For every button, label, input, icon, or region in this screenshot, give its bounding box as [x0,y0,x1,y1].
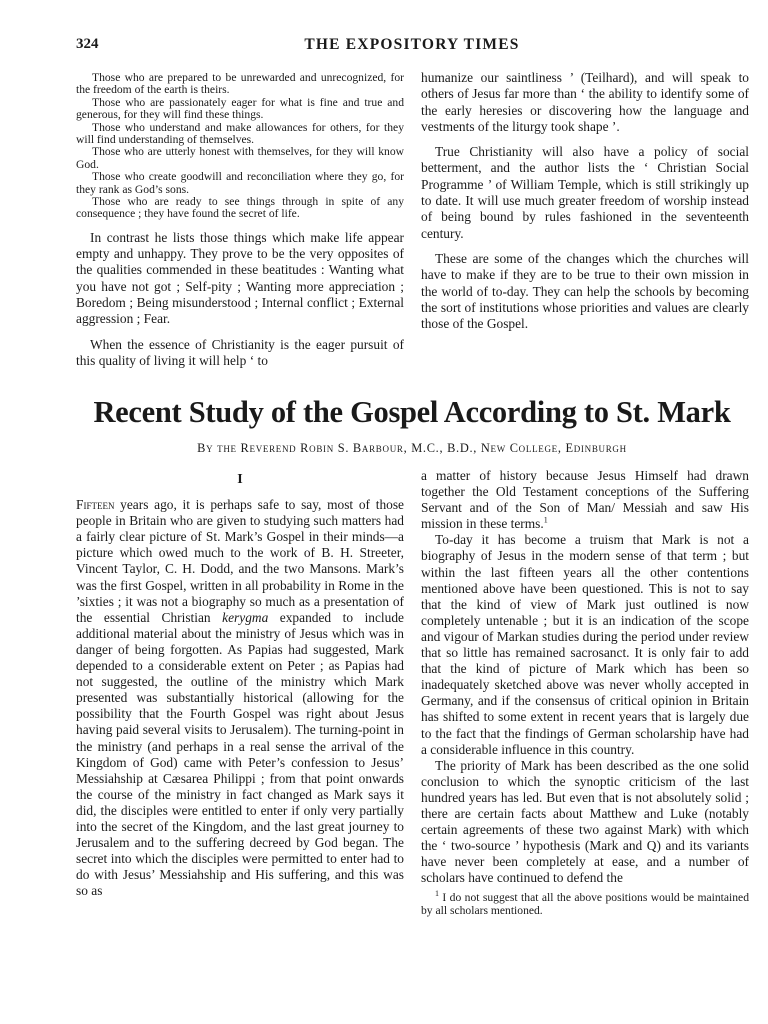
page-header [76,36,748,58]
footnote-marker: 1 [543,515,548,525]
page-number: 324 [76,36,99,52]
paragraph: Fifteen years ago, it is perhaps safe to say, most of those people in Britain who are given to studying such matters had a fairly clear picture of St. Mark’s Gospel in their minds—a picture which owed much to the work of B. H. Streeter, Vincent Taylor, C. H. Dodd, and the two Mansons. Mark’s was the first Gospel, written in all probability in Rome in the ’sixties ; it was not a biography so much as a presentation of the essential Christian kerygma expanded to include additional material about the ministry of Jesus which was in danger of being forgotten. As Papias had suggested, Mark depended to a considerable extent on Peter ; as Papias had not suggested, the outline of the ministry which Mark presented was substantially historical (allowing for the possibility that the Fourth Gospel was right about Jesus having paid several visits to Jerusalem). The turning-point in the ministry (and perhaps in a real sense the arrival of the Kingdom of God) came with Peter’s confession to Jesus’ Messiahship at Cæsarea Philippi ; from that point onwards the course of the ministry in fact changed as Mark says it did, the disciples were entitled to enter if only very partially into the secret of the Kingdom, and the last great journey to Jerusalem and to the suffering decreed by God began. The secret into which the disciples were permitted to enter had to do with Jesus’ Messiahship and His suffering, and this was so as [76,497,404,899]
paragraph: In contrast he lists those things which make life appear empty and unhappy. They prove to be the very opposites of the qualities commended in these beatitudes : Wanting what you have not got ; Self-pity ; Wanting more appreciation ; Boredom ; Being misunderstood ; Internal conflict ; External aggression ; Fear. [76,229,404,327]
kerygma-term: kerygma [222,609,269,625]
paragraph: a matter of history because Jesus Himself had drawn together the Old Testament conceptions of the Suffering Servant and of the Son of Man/ Messiah and saw His mission in these terms.$^1$ [421,468,749,532]
paragraph: True Christianity will also have a policy of social betterment, and the author lists the ‘ Christian Social Programme ’ of William Temple, which is still strikingly up to date. It will use much greater freedom of worship instead of being bound by rules fashioned in the seventeenth century. [421,144,749,241]
beatitude-item: Those who are ready to see things through in spite of any consequence ; they have found the secret of life. [76,195,404,221]
article-title: Recent Study of the Gospel According to St. Mark [93,395,731,429]
beatitude-item: Those who understand and make allowances for others, for they will find understanding of themselves. [76,120,404,147]
article-byline: By the Reverend Robin S. Barbour, M.C., B.D., New College, Edinburgh [197,441,627,455]
beatitude-item: Those who create goodwill and reconciliation where they go, for they rank as God’s sons. [76,170,404,196]
footnote: $^1$ I do not suggest that all the above positions would be maintained by all scholars mentioned. [421,889,749,918]
paragraph: To-day it has become a truism that Mark is not a biography of Jesus in the modern sense of that term ; but within the last fifteen years all the other contentions mentioned above have been questioned. This is not to say that the kind of view of Mark just outlined is now completely untenable ; but it is an indication of the scope and vigour of Markan studies during the period under review that so little has remained sacrosanct. It is only fair to add that the kind of picture of Mark which has been so inadequately sketched above was never wholly accepted in Germany, and if the consensus of critical opinion in Britain has shifted to some extent in recent years that is largely due to the fact that the findings of German scholarship have had a considerable influence in this country. [421,532,749,757]
beatitude-item: Those who are utterly honest with themselves, for they will know God. [76,145,404,171]
top-right-column [421,70,749,332]
beatitude-item: Those who are passionately eager for what is fine and true and generous, for they will find these things. [76,95,404,122]
bottom-right-column [421,468,749,918]
paragraph: The priority of Mark has been described as the one solid conclusion to which the synoptic criticism of the last hundred years has led. But even that is not absolutely solid ; there are certain facts about Matthew and Luke (notably certain agreements of these two against Mark) with which the ‘ two-source ’ hypothesis (Mark and Q) and its variants have never been completely at ease, and a number of scholars have continued to defend the [421,757,749,886]
beatitudes-list [76,72,404,221]
paragraph: These are some of the changes which the churches will have to make if they are to be true to their own mission in the world of to-day. They can help the schools by becoming the sort of institutions whose priorities and values are clearly those of the Gospel. [421,250,749,332]
beatitude-item: Those who are prepared to be unrewarded and unrecognized, for the freedom of the earth is theirs. [76,71,404,97]
opening-words: Fifteen [76,497,115,513]
top-left-body [76,230,404,369]
top-left-column [76,72,404,369]
paragraph: When the essence of Christianity is the eager pursuit of this quality of living it will help ‘ to [76,336,404,368]
section-number: I [237,472,243,487]
paragraph: humanize our saintliness ’ (Teilhard), and will speak to others of Jesus far more than ‘ the ability to identify some of the early heresies or discovering how the language and vestments of the liturgy took shape ’. [421,70,749,134]
running-title: THE EXPOSITORY TIMES [304,36,520,53]
bottom-left-column [76,472,404,899]
